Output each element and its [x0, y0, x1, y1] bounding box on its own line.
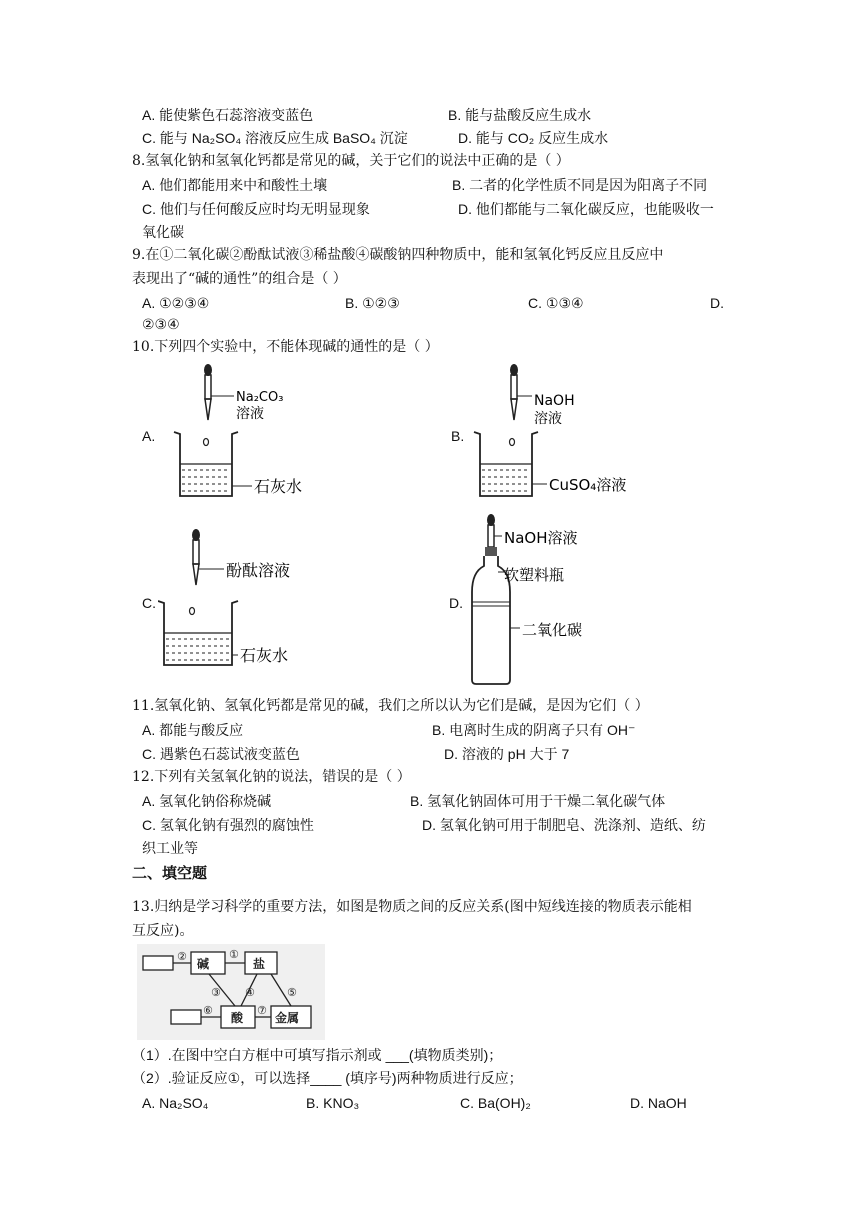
- blank-box-bottom: [171, 1010, 201, 1024]
- q9-option-a: A. ①②③④: [142, 295, 210, 311]
- q12-option-d: D. 氢氧化钠可用于制肥皂、洗涤剂、造纸、纺: [422, 817, 706, 833]
- q9-option-d-cont: ②③④: [142, 316, 180, 332]
- q10-stem: 10.下列四个实验中，不能体现碱的通性的是（ ）: [132, 339, 439, 355]
- c-beaker-label: 石灰水: [240, 646, 289, 665]
- q12-option-a: A. 氢氧化钠俗称烧碱: [142, 793, 272, 809]
- q11-stem: 11.氢氧化钠、氢氧化钙都是常见的碱，我们之所以认为它们是碱，是因为它们（ ）: [132, 698, 649, 714]
- q10-label-b: B.: [451, 428, 465, 444]
- q11-option-a: A. 都能与酸反应: [142, 722, 244, 738]
- q7-option-a: A. 能使紫色石蕊溶液变蓝色: [142, 107, 314, 123]
- b-beaker-label: CuSO₄溶液: [549, 476, 627, 494]
- q7-option-c: C. 能与 Na₂SO₄ 溶液反应生成 BaSO₄ 沉淀: [142, 130, 408, 146]
- section-heading: 二、填空题: [132, 864, 208, 882]
- diagram-n3: ③: [211, 986, 221, 999]
- diagram-n1: ①: [229, 948, 239, 961]
- q10-label-a: A.: [142, 428, 156, 444]
- diagram-n6: ⑥: [203, 1004, 213, 1017]
- q8-option-d-cont: 氧化碳: [142, 224, 184, 240]
- q13-stem-line1: 13.归纳是学习科学的重要方法，如图是物质之间的反应关系(图中短线连接的物质表示能相: [132, 899, 692, 915]
- q8-option-d: D. 他们都能与二氧化碳反应，也能吸收一: [458, 201, 714, 217]
- q9-stem-line2: 表现出了“碱的通性”的组合是（ ）: [132, 271, 347, 287]
- diagram-n5: ⑤: [287, 986, 297, 999]
- q12-option-d-cont: 织工业等: [142, 840, 198, 856]
- q13-stem-line2: 互反应)。: [132, 923, 194, 939]
- q13-sub1: （1）.在图中空白方框中可填写指示剂或 ___(填物质类别)；: [132, 1047, 503, 1063]
- d-gas-label: 二氧化碳: [522, 621, 583, 639]
- q13-option-a: A. Na₂SO₄: [142, 1095, 209, 1111]
- diagram-n4: ④: [245, 986, 255, 999]
- diagram-n7: ⑦: [257, 1004, 267, 1017]
- q12-stem: 12.下列有关氢氧化钠的说法，错误的是（ ）: [132, 769, 411, 785]
- d-bottle-label: 软塑料瓶: [504, 566, 565, 584]
- experiment-d-figure: [460, 510, 620, 690]
- experiment-a-figure: [160, 358, 320, 508]
- q9-option-d: D.: [710, 295, 724, 311]
- diagram-metal-label: 金属: [275, 1011, 300, 1025]
- experiment-b-figure: [470, 358, 650, 508]
- q8-option-c: C. 他们与任何酸反应时均无明显现象: [142, 201, 370, 217]
- q8-option-a: A. 他们都能用来中和酸性土壤: [142, 177, 328, 193]
- a-dropper-label: Na₂CO₃: [236, 390, 284, 405]
- a-dropper-label2: 溶液: [236, 406, 264, 422]
- b-dropper-label2: 溶液: [534, 411, 562, 427]
- q8-option-b: B. 二者的化学性质不同是因为阳离子不同: [452, 177, 708, 193]
- q10-label-c: C.: [142, 595, 156, 611]
- q12-option-c: C. 氢氧化钠有强烈的腐蚀性: [142, 817, 314, 833]
- q9-option-b: B. ①②③: [345, 295, 400, 311]
- diagram-n2: ②: [177, 950, 187, 963]
- q8-stem: 8.氢氧化钠和氢氧化钙都是常见的碱，关于它们的说法中正确的是（ ）: [132, 153, 570, 169]
- q11-option-b: B. 电离时生成的阴离子只有 OH⁻: [432, 722, 636, 738]
- q13-option-d: D. NaOH: [630, 1095, 687, 1111]
- q13-option-b: B. KNO₃: [306, 1095, 360, 1111]
- q10-label-d: D.: [449, 595, 463, 611]
- q12-option-b: B. 氢氧化钠固体可用于干燥二氧化碳气体: [410, 793, 666, 809]
- q9-option-c: C. ①③④: [528, 295, 584, 311]
- q7-option-d: D. 能与 CO₂ 反应生成水: [458, 130, 609, 146]
- experiment-c-figure: [158, 525, 318, 675]
- q9-stem-line1: 9.在①二氧化碳②酚酞试液③稀盐酸④碳酸钠四种物质中，能和氢氧化钙反应且反应中: [132, 247, 664, 263]
- q11-option-c: C. 遇紫色石蕊试液变蓝色: [142, 746, 300, 762]
- q7-option-b: B. 能与盐酸反应生成水: [448, 107, 592, 123]
- d-dropper-label: NaOH溶液: [504, 529, 578, 547]
- q13-option-c: C. Ba(OH)₂: [460, 1095, 531, 1111]
- q13-sub2: （2）.验证反应①，可以选择____ (填序号)两种物质进行反应；: [132, 1070, 523, 1086]
- q11-option-d: D. 溶液的 pH 大于 7: [444, 746, 570, 762]
- diagram-salt-label: 盐: [253, 957, 266, 971]
- b-dropper-label: NaOH: [534, 393, 575, 409]
- c-dropper-label: 酚酞溶液: [226, 561, 291, 580]
- diagram-base-label: 碱: [197, 957, 210, 971]
- a-beaker-label: 石灰水: [254, 477, 303, 496]
- blank-box-top: [143, 956, 173, 970]
- diagram-acid-label: 酸: [231, 1011, 244, 1025]
- reaction-relation-diagram: [137, 944, 325, 1040]
